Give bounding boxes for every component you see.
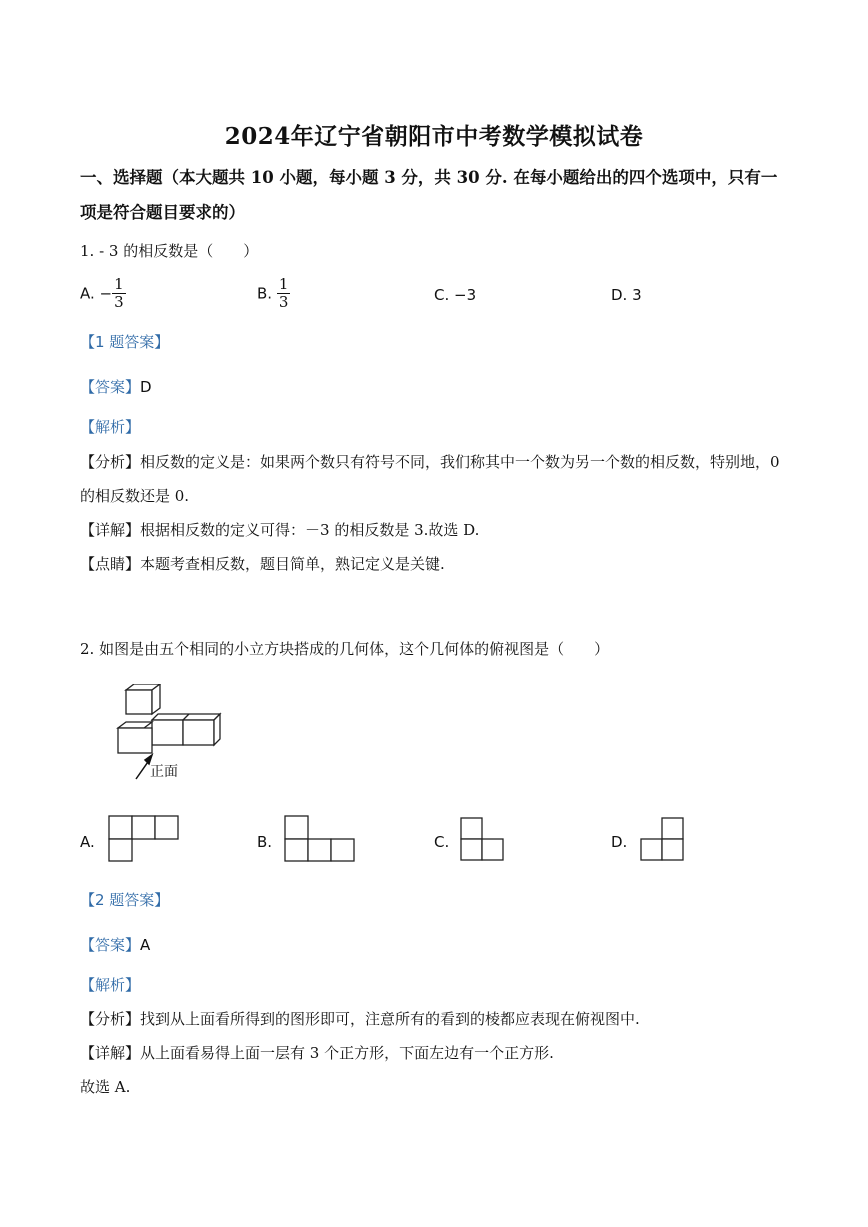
q2-option-a-label: A. — [80, 833, 95, 851]
q2-option-c-figure — [460, 817, 504, 861]
q2-option-d-figure — [640, 817, 684, 861]
q2-fenxi — [80, 1008, 640, 1029]
q2-analysis-header: 【解析】 — [80, 976, 141, 994]
q1-option-d: D. 3 — [611, 286, 642, 304]
q1-dianjing-text: 本题考查相反数，题目简单，熟记定义是关键. — [140, 555, 445, 573]
q2-conclusion: 故选 A. — [80, 1078, 131, 1096]
q1-fenxi-tag: 【分析】 — [80, 453, 141, 471]
q1-dianjing-tag: 【点睛】 — [80, 555, 141, 573]
q2-answer — [80, 934, 150, 955]
q1-stem: 1. - 3 的相反数是（ ） — [80, 242, 259, 260]
q1-fenxi-text: 相反数的定义是：如果两个数只有符号不同，我们称其中一个数为另一个数的相反数，特别地，0 — [140, 453, 780, 471]
cube-top-front — [126, 690, 152, 714]
q2-option-a-figure — [108, 815, 180, 863]
q1-answer-value: D — [140, 378, 152, 396]
q1-xiangjie-tag: 【详解】 — [80, 521, 141, 539]
q1-fenxi-line2: 的相反数还是 0. — [80, 487, 190, 505]
q2-option-b-label: B. — [257, 833, 273, 851]
q1-option-a-label: A. — [80, 284, 95, 303]
q1-xiangjie — [80, 519, 479, 540]
q2-fenxi-text: 找到从上面看所得到的图形即可，注意所有的看到的棱都应表现在俯视图中. — [140, 1010, 640, 1028]
q2-fenxi-tag: 【分析】 — [80, 1010, 141, 1028]
q1-option-a — [80, 276, 126, 312]
q1-option-c: C. −3 — [434, 286, 477, 304]
q1-dianjing — [80, 553, 445, 574]
q2-xiangjie — [80, 1042, 554, 1063]
q1-option-b-fraction — [277, 276, 291, 312]
cube-left-top — [118, 722, 152, 728]
q2-option-c-label: C. — [434, 833, 450, 851]
q2-xiangjie-tag: 【详解】 — [80, 1044, 141, 1062]
q1-answer-header: 【1 题答案】 — [80, 333, 170, 351]
q1-option-b-denominator: 3 — [278, 293, 289, 312]
q2-answer-header: 【2 题答案】 — [80, 891, 170, 909]
q1-xiangjie-text: 根据相反数的定义可得：－3 的相反数是 3.故选 D. — [140, 521, 480, 539]
q2-option-d-label: D. — [611, 833, 628, 851]
q2-stem: 2. 如图是由五个相同的小立方块搭成的几何体，这个几何体的俯视图是（ ） — [80, 640, 610, 658]
q1-option-b-label: B. — [257, 284, 273, 303]
section-heading-line1: 一、选择题（本大题共 10 小题，每小题 3 分，共 30 分. 在每小题给出的四个选项中，只有一 — [80, 168, 778, 187]
q1-answer-tag: 【答案】 — [80, 378, 141, 396]
q1-option-b — [257, 276, 290, 312]
q2-answer-tag: 【答案】 — [80, 936, 141, 954]
q2-front-label: 正面 — [150, 764, 178, 780]
cube-top-side — [152, 684, 160, 714]
q2-option-b-figure — [284, 815, 356, 863]
q2-answer-value: A — [140, 936, 151, 954]
section-heading-line2: 项是符合题目要求的） — [80, 203, 245, 222]
cube-row-side — [214, 714, 220, 745]
cube-row-front-2 — [183, 720, 214, 745]
q1-option-b-numerator: 1 — [278, 275, 289, 293]
q1-answer — [80, 376, 152, 397]
q1-fenxi-line1 — [80, 451, 780, 472]
page-title: 2024年辽宁省朝阳市中考数学模拟试卷 — [224, 123, 644, 150]
q1-analysis-header: 【解析】 — [80, 418, 141, 436]
q1-option-a-denominator: 3 — [114, 293, 124, 312]
q1-option-a-sign: − — [99, 284, 113, 303]
cube-left-front — [118, 728, 152, 753]
q1-option-a-fraction — [112, 276, 126, 312]
q1-option-a-numerator: 1 — [114, 275, 124, 293]
cube-row-front-1 — [152, 720, 183, 745]
q2-xiangjie-text: 从上面看易得上面一层有 3 个正方形，下面左边有一个正方形. — [140, 1044, 554, 1062]
